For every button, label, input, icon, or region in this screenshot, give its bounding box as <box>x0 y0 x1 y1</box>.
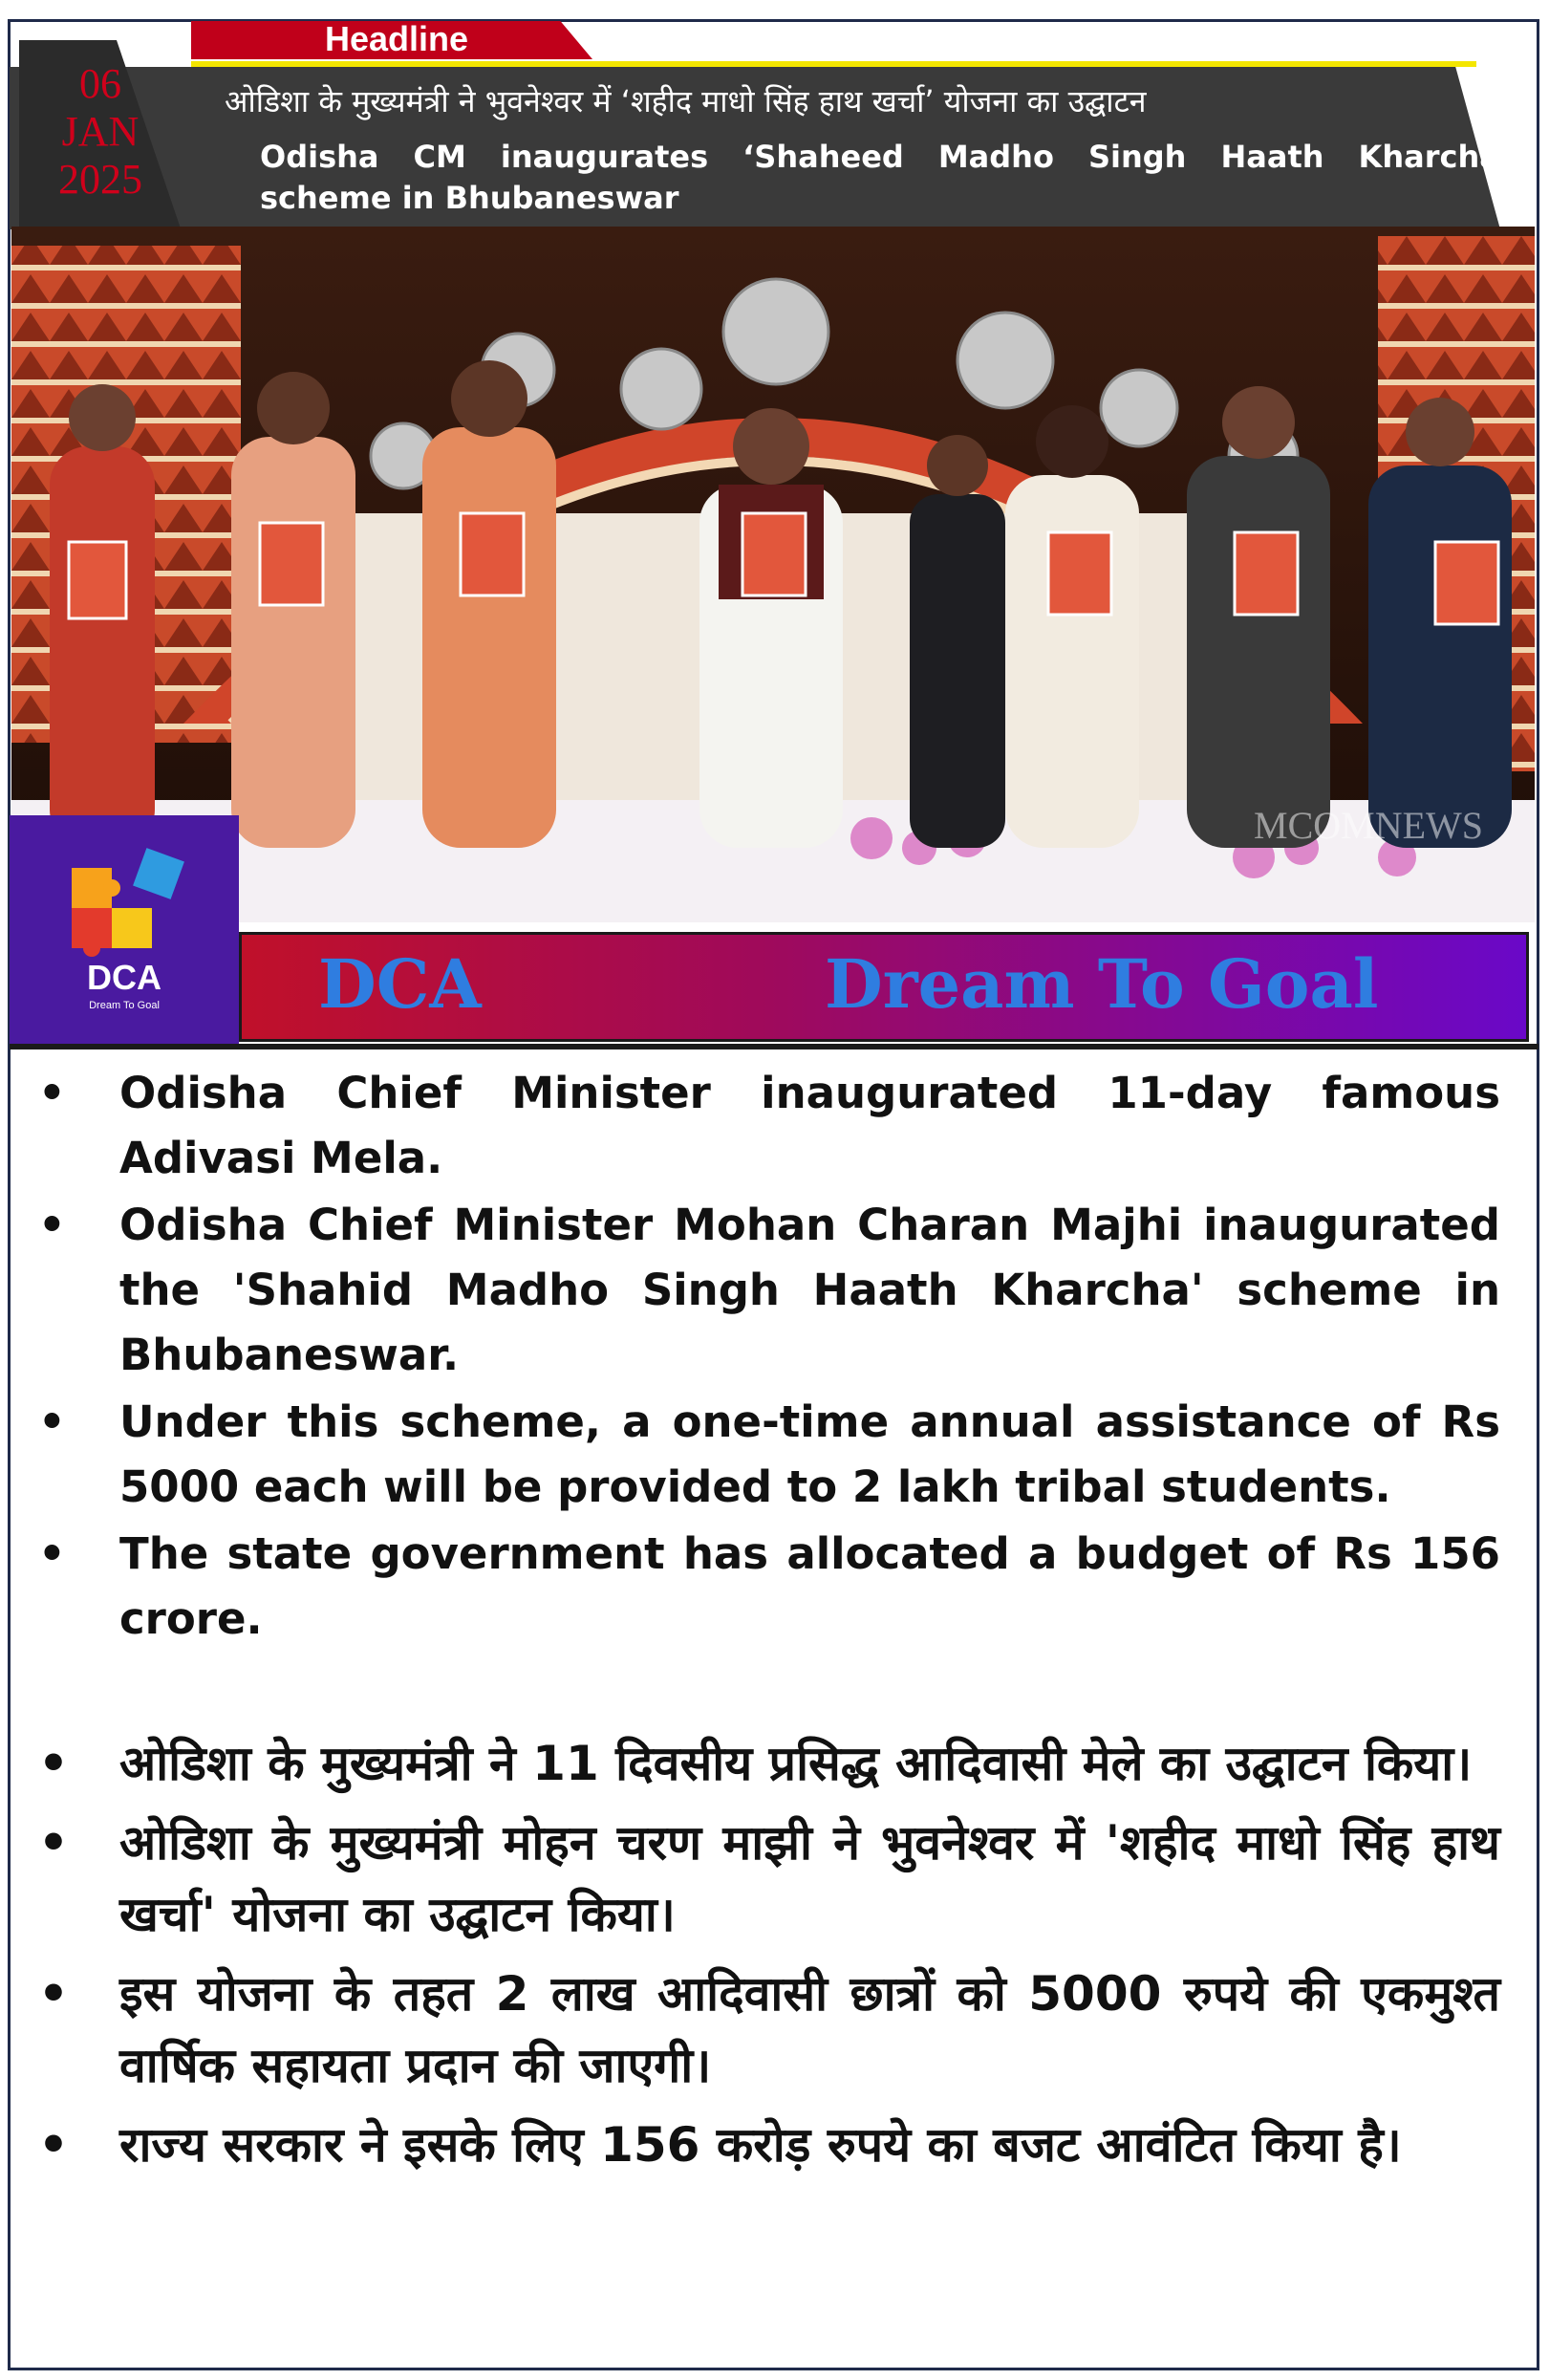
date-day: 06 <box>79 60 121 107</box>
bullet-dot: • <box>38 1966 69 2022</box>
bullet-dot: • <box>38 2117 69 2173</box>
headline-english-line1: Odisha CM inaugurates ‘Shaheed Madho Singh Haath Kharcha’ <box>260 139 1512 175</box>
headline-tab-label: Headline <box>325 19 469 58</box>
bullet-item <box>38 1728 1500 1800</box>
bullet-item <box>38 1061 1500 1191</box>
banner-tagline: Dream To Goal <box>825 944 1379 1024</box>
bullet-item <box>38 1958 1500 2102</box>
bullet-dot: • <box>38 1200 66 1250</box>
bullet-dot: • <box>38 1736 69 1791</box>
english-bullet-list <box>38 1061 1500 1654</box>
headline-accent-line <box>191 61 1476 67</box>
bullet-item <box>38 1390 1500 1520</box>
date-month: JAN <box>61 108 140 155</box>
section-divider <box>10 1044 1538 1049</box>
event-photo <box>11 227 1535 922</box>
bullet-dot: • <box>38 1068 66 1118</box>
headline-hindi: ओडिशा के मुख्यमंत्री ने भुवनेश्वर में ‘शहीद माधो सिंह हाथ खर्चा’ योजना का उद्घाटन <box>225 83 1147 119</box>
bullet-dot: • <box>38 1528 66 1579</box>
bullet-text: ओडिशा के मुख्यमंत्री ने 11 दिवसीय प्रसिद्ध आदिवासी मेले का उद्घाटन किया। <box>119 1736 1473 1791</box>
bullet-item <box>38 1807 1500 1951</box>
bullet-text: राज्य सरकार ने इसके लिए 156 करोड़ रुपये का बजट आवंटित किया है। <box>119 2117 1402 2173</box>
bullet-item <box>38 2110 1500 2181</box>
bullet-text: इस योजना के तहत 2 लाख आदिवासी छात्रों को 5000 रुपये की एकमुश्त वार्षिक सहायता प्रदान की जाएगी। <box>119 1966 1500 2093</box>
bullet-text: Odisha Chief Minister inaugurated 11-day famous Adivasi Mela. <box>119 1068 1500 1183</box>
date-year: 2025 <box>58 156 142 203</box>
headline-header <box>10 21 1538 227</box>
bullet-text: The state government has allocated a budget of Rs 156 crore. <box>119 1528 1500 1644</box>
bullet-item <box>38 1193 1500 1388</box>
logo-tagline: Dream To Goal <box>89 1000 160 1011</box>
hindi-bullet-list <box>38 1728 1500 2189</box>
logo-text: DCA <box>87 958 161 997</box>
bullet-dot: • <box>38 1815 69 1871</box>
brand-banner <box>239 932 1529 1042</box>
bullet-item <box>38 1522 1500 1652</box>
photo-watermark: MCOMNEWS <box>1254 804 1484 847</box>
bullet-dot: • <box>38 1396 66 1447</box>
puzzle-logo-icon <box>10 815 239 1045</box>
bullet-text: Odisha Chief Minister Mohan Charan Majhi inaugurated the 'Shahid Madho Singh Haath Kharcha' scheme in Bhubaneswar. <box>119 1200 1500 1380</box>
bullet-text: Under this scheme, a one-time annual assistance of Rs 5000 each will be provided to 2 lakh tribal students. <box>119 1396 1500 1512</box>
headline-english-line2: scheme in Bhubaneswar <box>260 180 679 216</box>
banner-brand-name: DCA <box>318 944 482 1024</box>
event-photo-illustration <box>11 227 1535 922</box>
dca-logo <box>10 815 239 1045</box>
bullet-text: ओडिशा के मुख्यमंत्री मोहन चरण माझी ने भुवनेश्वर में 'शहीद माधो सिंह हाथ खर्चा' योजना का उद्घाटन किया। <box>119 1815 1500 1942</box>
